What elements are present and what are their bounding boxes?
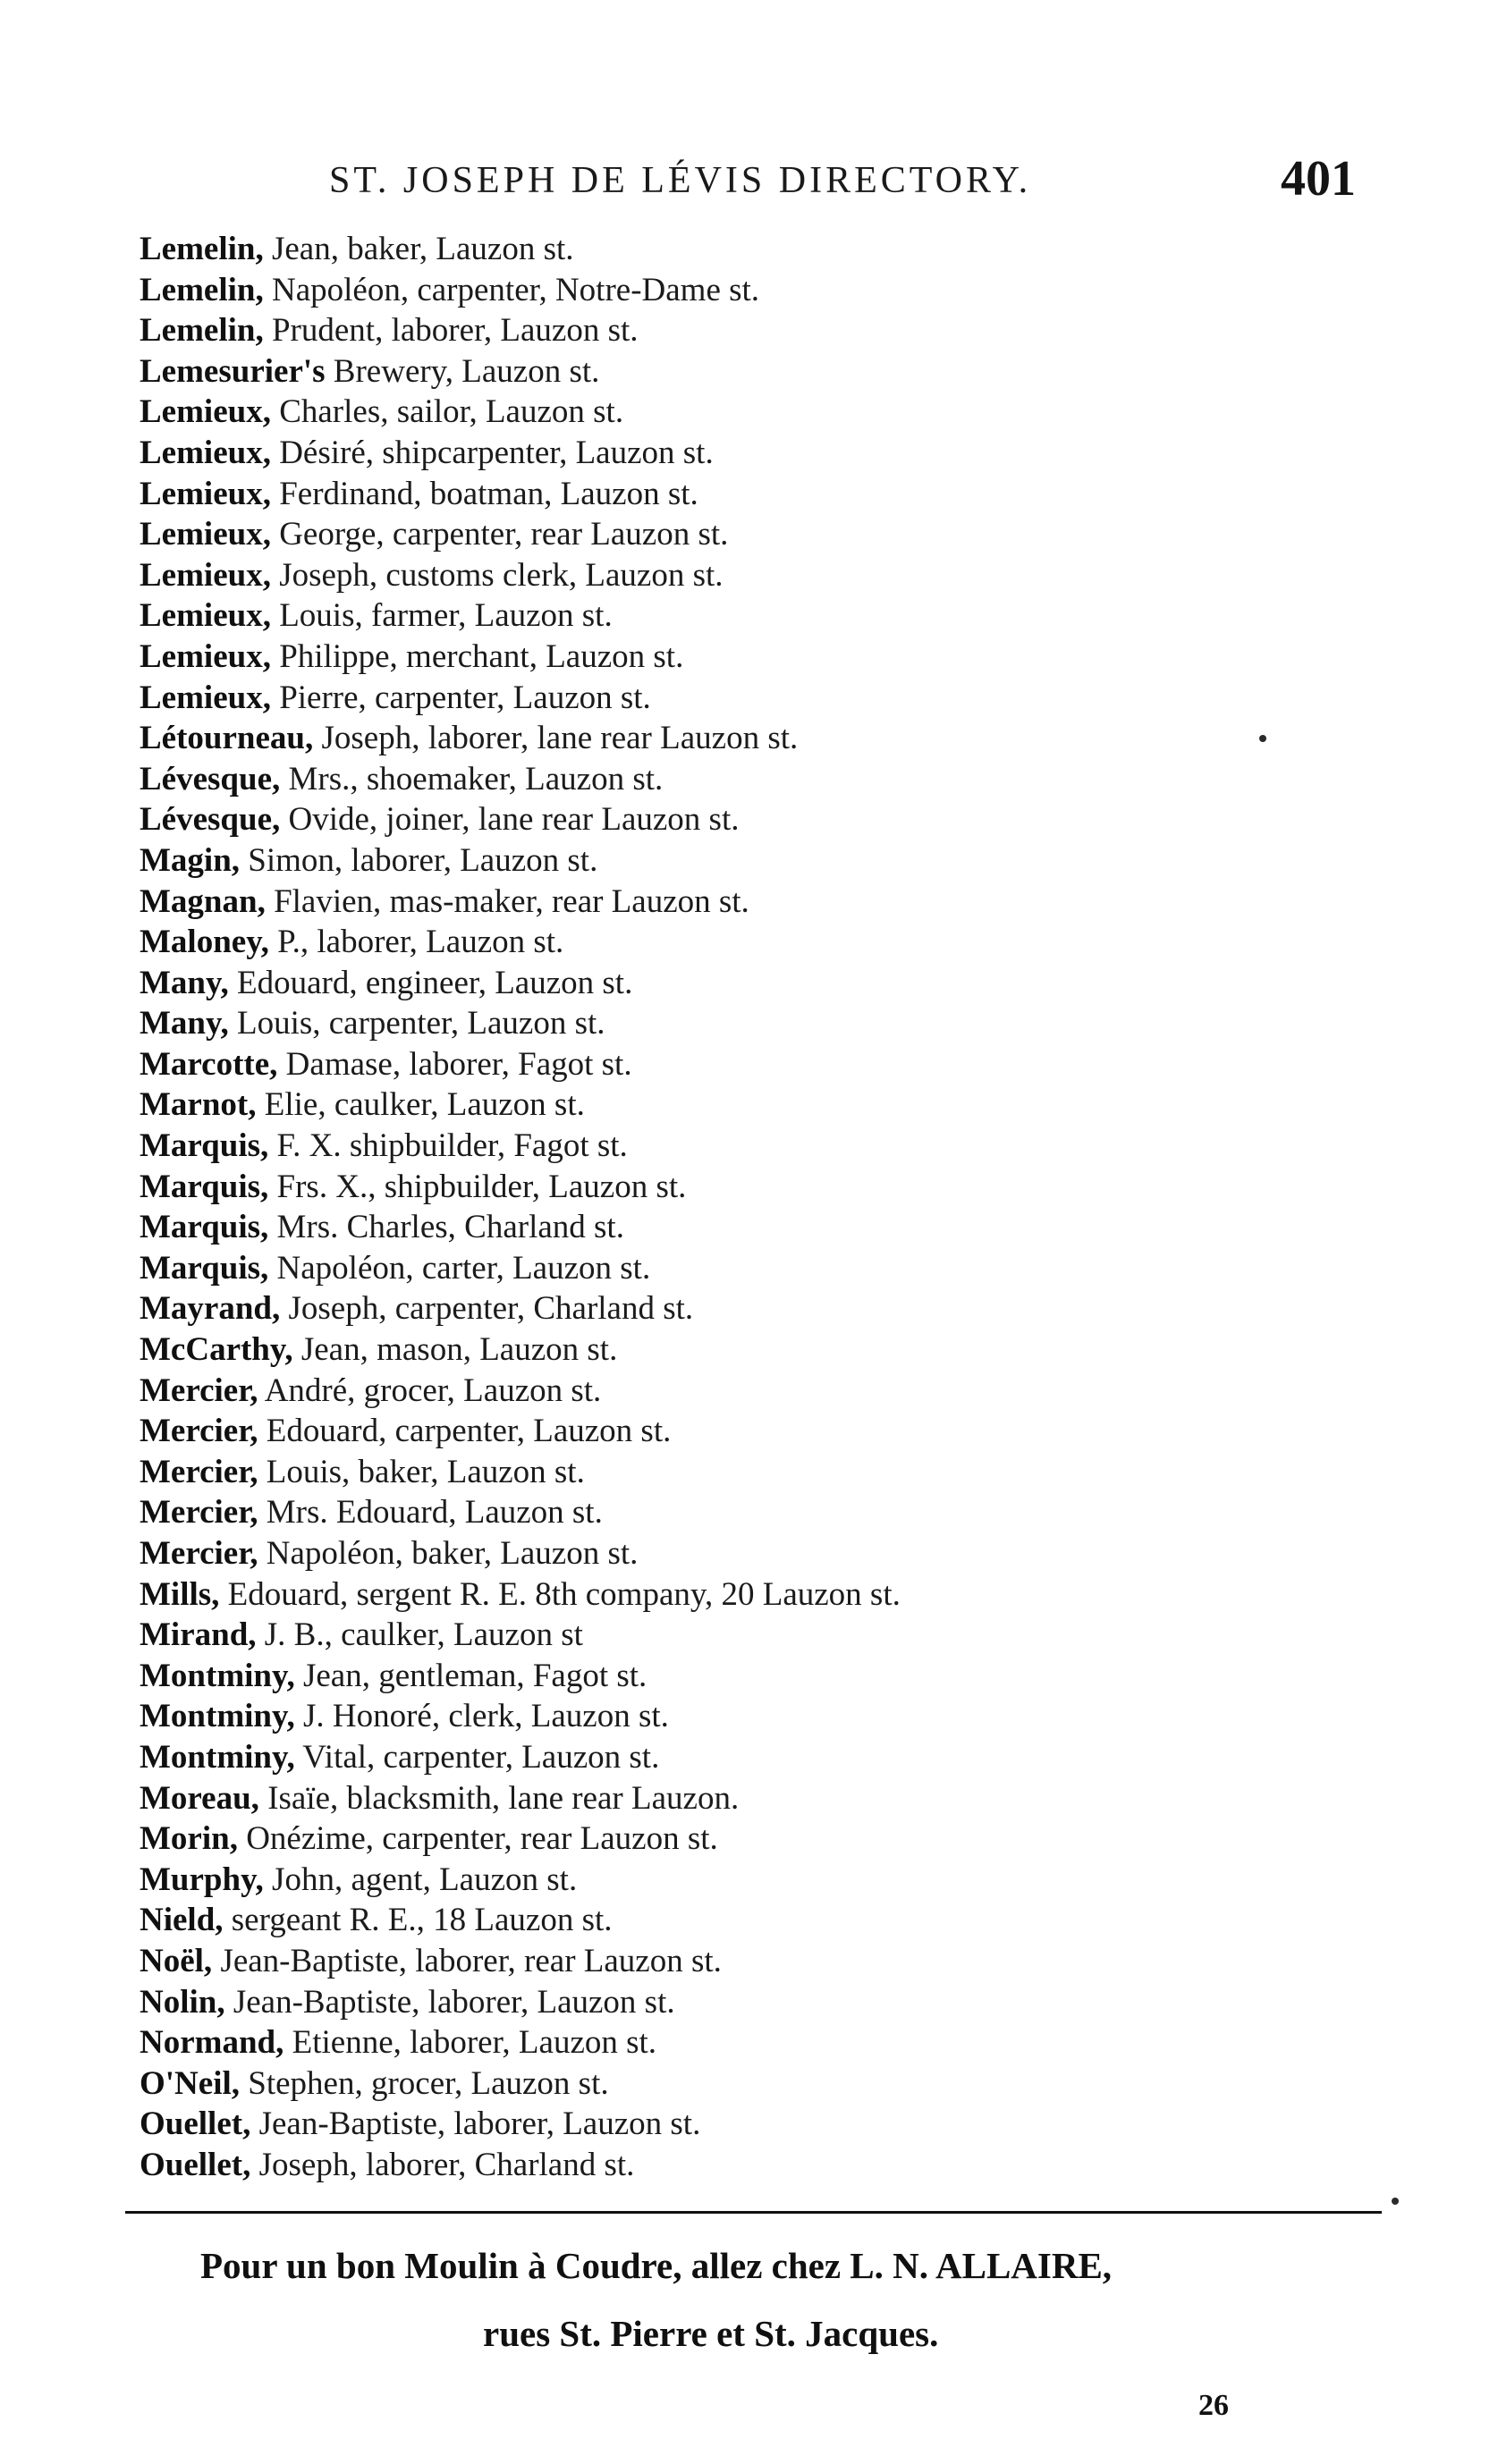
- entry-details: sergeant R. E., 18 Lauzon st.: [223, 1902, 613, 1939]
- directory-entry: [140, 1615, 1257, 1656]
- entry-details: Louis, baker, Lauzon st.: [258, 1453, 585, 1490]
- ink-speck: [1259, 735, 1266, 742]
- directory-entry: [140, 2145, 1257, 2186]
- directory-entry: [140, 1941, 1257, 1982]
- entry-surname: Lemieux,: [140, 556, 271, 594]
- entry-surname: Lemieux,: [140, 597, 271, 635]
- entry-details: Joseph, carpenter, Charland st.: [280, 1290, 694, 1328]
- directory-entry: [140, 514, 1257, 555]
- entry-details: Joseph, laborer, Charland st.: [250, 2146, 635, 2183]
- entry-details: Charles, sailor, Lauzon st.: [270, 393, 624, 431]
- entry-surname: Magnan,: [140, 882, 266, 920]
- directory-entry: [140, 1982, 1257, 2023]
- entry-surname: Mills,: [140, 1575, 220, 1613]
- entry-surname: McCarthy,: [140, 1331, 293, 1369]
- entry-surname: Many,: [140, 1005, 229, 1042]
- entry-surname: Marquis,: [140, 1168, 269, 1205]
- entry-surname: Morin,: [140, 1820, 238, 1858]
- entry-surname: Lemieux,: [140, 516, 271, 553]
- directory-entry: [140, 1818, 1257, 1860]
- directory-entry: [140, 1900, 1257, 1941]
- directory-entry: [140, 678, 1257, 719]
- directory-entry: [140, 392, 1257, 433]
- entry-surname: Murphy,: [140, 1861, 264, 1898]
- ink-speck: [1392, 2198, 1399, 2205]
- directory-entry: [140, 310, 1257, 351]
- directory-entry: [140, 433, 1257, 474]
- entry-details: André, grocer, Lauzon st.: [258, 1371, 602, 1409]
- directory-entry: [140, 229, 1257, 270]
- entry-surname: Moreau,: [140, 1779, 259, 1817]
- entry-surname: Lemelin,: [140, 271, 264, 308]
- entry-details: Prudent, laborer, Lauzon st.: [263, 312, 639, 350]
- entry-surname: Lemieux,: [140, 475, 271, 512]
- directory-entry: [140, 1737, 1257, 1778]
- entry-surname: Magin,: [140, 841, 241, 879]
- entry-details: F. X. shipbuilder, Fagot st.: [268, 1127, 628, 1165]
- directory-entry: [140, 1167, 1257, 1208]
- directory-entry: [140, 1411, 1257, 1452]
- directory-entry: [140, 1003, 1257, 1044]
- entry-details: Isaïe, blacksmith, lane rear Lauzon.: [258, 1779, 740, 1817]
- directory-entry: [140, 1044, 1257, 1085]
- directory-entry: [140, 1371, 1257, 1412]
- entry-details: Vital, carpenter, Lauzon st.: [294, 1738, 660, 1776]
- entry-surname: Mercier,: [140, 1494, 258, 1532]
- directory-entry: [140, 1248, 1257, 1289]
- entry-details: Frs. X., shipbuilder, Lauzon st.: [268, 1168, 687, 1205]
- advert-line-2: rues St. Pierre et St. Jacques.: [483, 2313, 939, 2354]
- page-number: 401: [1281, 151, 1356, 207]
- entry-details: Damase, laborer, Fagot st.: [277, 1045, 632, 1083]
- entry-details: Mrs. Edouard, Lauzon st.: [258, 1494, 603, 1532]
- entry-surname: Ouellet,: [140, 2105, 251, 2143]
- entry-surname: Mercier,: [140, 1371, 258, 1409]
- directory-entry: [140, 1574, 1257, 1616]
- entry-surname: Marnot,: [140, 1086, 257, 1124]
- entry-details: Ferdinand, boatman, Lauzon st.: [270, 475, 698, 512]
- directory-entry: [140, 474, 1257, 515]
- directory-entry: [140, 1329, 1257, 1371]
- directory-entry: [140, 963, 1257, 1004]
- entry-surname: Létourneau,: [140, 720, 314, 757]
- entry-details: J. B., caulker, Lauzon st: [256, 1616, 583, 1654]
- entry-surname: Many,: [140, 964, 229, 1001]
- entry-surname: Lévesque,: [140, 801, 281, 839]
- entry-details: Jean-Baptiste, laborer, rear Lauzon st.: [212, 1942, 722, 1979]
- entry-details: Joseph, laborer, lane rear Lauzon st.: [313, 720, 799, 757]
- directory-entry: [140, 1492, 1257, 1533]
- entry-details: Stephen, grocer, Lauzon st.: [240, 2064, 609, 2102]
- entry-details: Ovide, joiner, lane rear Lauzon st.: [280, 801, 740, 839]
- running-head: ST. JOSEPH DE LÉVIS DIRECTORY.: [329, 160, 1032, 201]
- entry-details: Louis, carpenter, Lauzon st.: [228, 1005, 605, 1042]
- entry-surname: Marquis,: [140, 1209, 269, 1246]
- advert-line-1: Pour un bon Moulin à Coudre, allez chez L. N. ALLAIRE,: [200, 2245, 1113, 2286]
- footer-rule: [125, 2211, 1382, 2214]
- directory-entry: [140, 1696, 1257, 1737]
- directory-entry: [140, 1656, 1257, 1697]
- entry-details: Edouard, engineer, Lauzon st.: [228, 964, 633, 1001]
- entry-details: Simon, laborer, Lauzon st.: [240, 841, 598, 879]
- entry-details: Flavien, mas-maker, rear Lauzon st.: [265, 882, 749, 920]
- directory-entry: [140, 840, 1257, 882]
- entry-surname: Lemieux,: [140, 393, 271, 431]
- directory-entry: [140, 2104, 1257, 2145]
- entry-surname: Normand,: [140, 2024, 284, 2062]
- entry-details: Jean, gentleman, Fagot st.: [294, 1657, 647, 1694]
- entry-surname: Montminy,: [140, 1738, 295, 1776]
- entry-surname: Mercier,: [140, 1453, 258, 1490]
- directory-entry: [140, 1533, 1257, 1574]
- entry-details: Jean, mason, Lauzon st.: [292, 1331, 618, 1369]
- entry-details: Philippe, merchant, Lauzon st.: [270, 637, 684, 675]
- entry-surname: Marcotte,: [140, 1045, 278, 1083]
- entry-details: Mrs., shoemaker, Lauzon st.: [280, 760, 664, 797]
- directory-entry: [140, 270, 1257, 311]
- entry-details: P., laborer, Lauzon st.: [268, 924, 564, 961]
- entry-surname: Ouellet,: [140, 2146, 251, 2183]
- directory-entry: [140, 759, 1257, 800]
- entry-surname: Mayrand,: [140, 1290, 281, 1328]
- directory-entry: [140, 799, 1257, 840]
- entry-details: Jean-Baptiste, laborer, Lauzon st.: [250, 2105, 701, 2143]
- entry-details: Pierre, carpenter, Lauzon st.: [270, 679, 651, 716]
- entry-details: Louis, farmer, Lauzon st.: [270, 597, 613, 635]
- entry-surname: Montminy,: [140, 1657, 295, 1694]
- entry-surname: Lemesurier's: [140, 352, 326, 390]
- entry-surname: Lévesque,: [140, 760, 281, 797]
- entry-surname: Noël,: [140, 1942, 213, 1979]
- entry-details: Elie, caulker, Lauzon st.: [256, 1086, 585, 1124]
- entry-details: George, carpenter, rear Lauzon st.: [270, 516, 729, 553]
- entry-surname: Lemieux,: [140, 434, 271, 471]
- directory-entry: [140, 882, 1257, 923]
- entry-details: Napoléon, carpenter, Notre-Dame st.: [263, 271, 760, 308]
- directory-entry: [140, 1452, 1257, 1493]
- signature-mark: 26: [1198, 2389, 1229, 2422]
- directory-entry: [140, 1288, 1257, 1329]
- entry-details: Désiré, shipcarpenter, Lauzon st.: [270, 434, 714, 471]
- entry-details: Joseph, customs clerk, Lauzon st.: [270, 556, 724, 594]
- entry-surname: Montminy,: [140, 1698, 295, 1735]
- entry-details: Jean-Baptiste, laborer, Lauzon st.: [224, 1983, 675, 2021]
- directory-entry: [140, 595, 1257, 637]
- entry-surname: Nolin,: [140, 1983, 225, 2021]
- entry-surname: Maloney,: [140, 924, 269, 961]
- entry-surname: Mercier,: [140, 1413, 258, 1450]
- entry-details: Mrs. Charles, Charland st.: [268, 1209, 624, 1246]
- directory-entry: [140, 637, 1257, 678]
- directory-entry: [140, 1084, 1257, 1126]
- directory-entry: [140, 922, 1257, 963]
- entry-surname: Mercier,: [140, 1535, 258, 1572]
- entry-details: Brewery, Lauzon st.: [325, 352, 600, 390]
- directory-entry: [140, 1778, 1257, 1819]
- entry-details: Edouard, sergent R. E. 8th company, 20 Lauzon st.: [219, 1575, 901, 1613]
- entry-surname: Marquis,: [140, 1249, 269, 1287]
- entry-surname: Nield,: [140, 1902, 224, 1939]
- entry-surname: Marquis,: [140, 1127, 269, 1165]
- entry-details: John, agent, Lauzon st.: [263, 1861, 578, 1898]
- directory-entry: [140, 351, 1257, 392]
- entry-details: J. Honoré, clerk, Lauzon st.: [294, 1698, 669, 1735]
- entry-surname: Lemelin,: [140, 231, 264, 267]
- directory-entry: [140, 1207, 1257, 1248]
- directory-entries: [140, 229, 1257, 2186]
- entry-details: Jean, baker, Lauzon st.: [263, 231, 574, 267]
- entry-surname: Lemieux,: [140, 637, 271, 675]
- entry-surname: Lemelin,: [140, 312, 264, 350]
- entry-details: Etienne, laborer, Lauzon st.: [284, 2024, 657, 2062]
- entry-surname: Mirand,: [140, 1616, 257, 1654]
- directory-entry: [140, 2063, 1257, 2105]
- entry-surname: O'Neil,: [140, 2064, 241, 2102]
- directory-entry: [140, 718, 1257, 759]
- directory-entry: [140, 1860, 1257, 1901]
- directory-entry: [140, 2022, 1257, 2063]
- entry-surname: Lemieux,: [140, 679, 271, 716]
- entry-details: Napoléon, carter, Lauzon st.: [268, 1249, 651, 1287]
- entry-details: Onézime, carpenter, rear Lauzon st.: [237, 1820, 718, 1858]
- entry-details: Napoléon, baker, Lauzon st.: [258, 1535, 639, 1572]
- directory-entry: [140, 555, 1257, 596]
- entry-details: Edouard, carpenter, Lauzon st.: [258, 1413, 672, 1450]
- directory-entry: [140, 1126, 1257, 1167]
